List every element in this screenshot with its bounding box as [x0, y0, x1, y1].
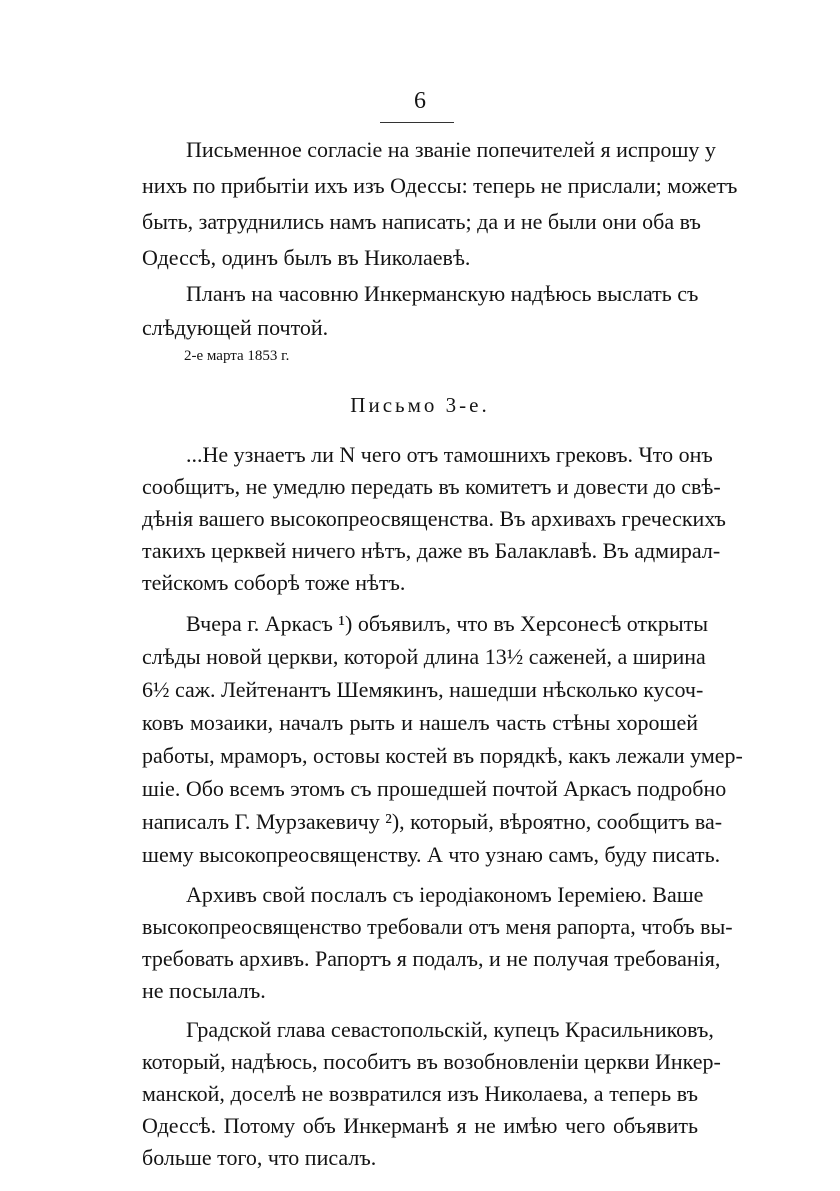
text-line: высокопреосвященство требовали отъ меня рапорта, чтобъ вы-: [142, 914, 733, 939]
text-line: ...Не узнаетъ ли N чего отъ тамошнихъ грековъ. Что онъ: [186, 442, 713, 467]
text-line: 6½ саж. Лейтенантъ Шемякинъ, нашедши нѣсколько кусоч-: [142, 677, 704, 702]
text-line: манской, доселѣ не возвратился изъ Николаева, а теперь въ: [142, 1081, 698, 1106]
text-line: больше того, что писалъ.: [142, 1145, 377, 1170]
text-line: нихъ по прибытіи ихъ изъ Одессы: теперь не прислали; можетъ: [142, 173, 738, 198]
text-line: Одессѣ. Потому объ Инкерманѣ я не имѣю чего объявить: [142, 1113, 698, 1138]
text-line: не посылалъ.: [142, 978, 266, 1003]
text-line: Вчера г. Аркасъ ¹) объявилъ, что въ Херсонесѣ открыты: [186, 611, 708, 636]
text-line: работы, мраморъ, остовы костей въ порядкѣ, какъ лежали умер-: [142, 743, 743, 768]
text-line: Архивъ свой послалъ съ іеродіакономъ Іереміею. Ваше: [186, 882, 704, 907]
text-line: Планъ на часовню Инкерманскую надѣюсь выслать съ: [186, 281, 699, 306]
text-line: Градской глава севастопольскій, купецъ Красильниковъ,: [186, 1017, 714, 1042]
text-line: дѣнія вашего высокопреосвященства. Въ архивахъ греческихъ: [142, 506, 726, 531]
text-line: Письменное согласіе на званіе попечителей я испрошу у: [186, 137, 716, 162]
text-line: тейскомъ соборѣ тоже нѣтъ.: [142, 570, 406, 595]
letter-heading: Письмо 3-е.: [350, 393, 490, 417]
page-number-rule: [380, 122, 454, 123]
text-line: требовать архивъ. Рапортъ я подалъ, и не получая требованія,: [142, 946, 721, 971]
text-line: слѣды новой церкви, которой длина 13½ саженей, а ширина: [142, 644, 706, 669]
page-number: 6: [414, 88, 426, 114]
text-line: слѣдующей почтой.: [142, 315, 329, 340]
text-line: такихъ церквей ничего нѣтъ, даже въ Балаклавѣ. Въ адмирал-: [142, 538, 721, 563]
letter-date: 2-е марта 1853 г.: [184, 348, 290, 364]
text-line: быть, затруднились намъ написать; да и не были они оба въ: [142, 209, 701, 234]
text-line: сообщитъ, не умедлю передать въ комитетъ и довести до свѣ-: [142, 474, 721, 499]
text-line: который, надѣюсь, пособитъ въ возобновленіи церкви Инкер-: [142, 1049, 721, 1074]
text-line: шіе. Обо всемъ этомъ съ прошедшей почтой Аркасъ подробно: [142, 776, 727, 801]
text-line: Одессѣ, одинъ былъ въ Николаевѣ.: [142, 245, 471, 270]
text-line: написалъ Г. Мурзакевичу ²), который, вѣроятно, сообщитъ ва-: [142, 809, 723, 834]
text-line: шему высокопреосвященству. А что узнаю самъ, буду писать.: [142, 842, 721, 867]
text-line: ковъ мозаики, началъ рыть и нашелъ часть стѣны хорошей: [142, 710, 698, 735]
